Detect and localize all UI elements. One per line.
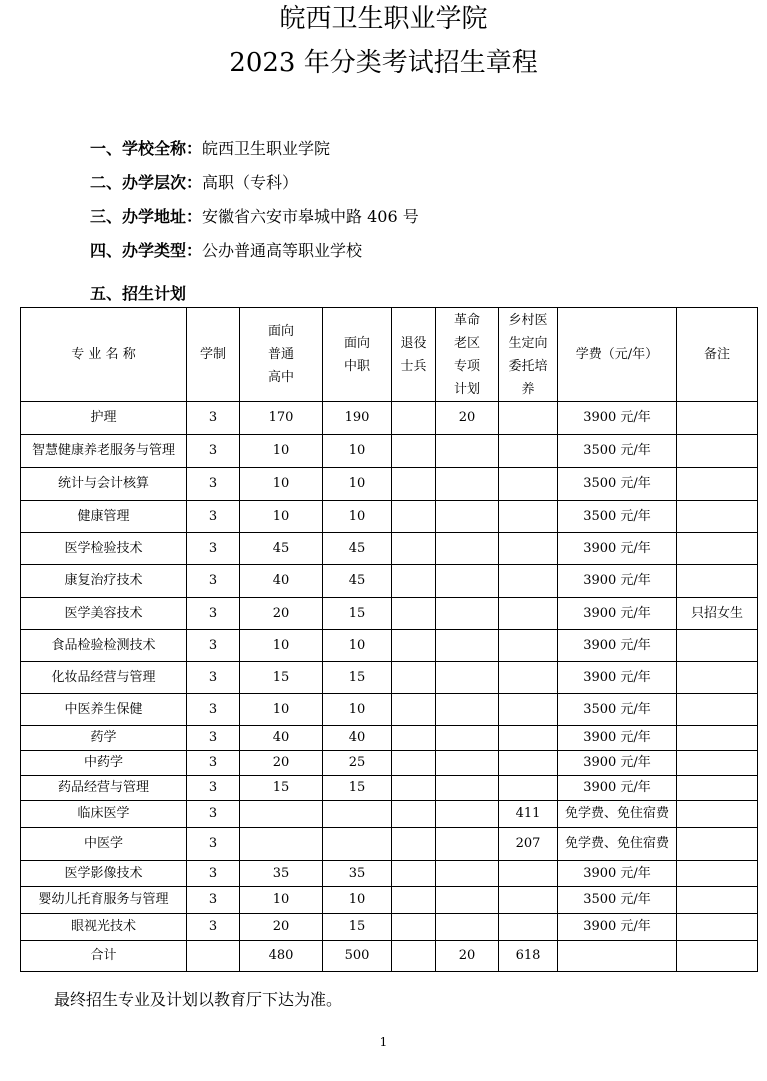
cell-revolution-area bbox=[436, 533, 499, 565]
info-school-name bbox=[90, 138, 330, 160]
cell-remark bbox=[677, 565, 758, 598]
cell-rural-doctor bbox=[499, 533, 558, 565]
cell-revolution-area: 20 bbox=[436, 941, 499, 972]
cell-fee: 免学费、免住宿费 bbox=[558, 828, 677, 861]
cell-fee: 3900 元/年 bbox=[558, 861, 677, 887]
doc-title-line1: 皖西卫生职业学院 bbox=[279, 4, 488, 34]
cell-fee bbox=[558, 941, 677, 972]
cell-general-hs: 10 bbox=[240, 887, 323, 914]
cell-fee: 3500 元/年 bbox=[558, 887, 677, 914]
cell-veteran bbox=[392, 887, 436, 914]
cell-remark bbox=[677, 630, 758, 662]
cell-fee: 3500 元/年 bbox=[558, 501, 677, 533]
cell-rural-doctor bbox=[499, 468, 558, 501]
cell-major: 智慧健康养老服务与管理 bbox=[21, 435, 187, 468]
cell-general-hs: 45 bbox=[240, 533, 323, 565]
table-row bbox=[21, 694, 758, 726]
cell-general-hs: 10 bbox=[240, 630, 323, 662]
cell-remark bbox=[677, 828, 758, 861]
cell-rural-doctor bbox=[499, 630, 558, 662]
cell-years: 3 bbox=[187, 662, 240, 694]
cell-major: 中药学 bbox=[21, 751, 187, 776]
cell-rural-doctor bbox=[499, 726, 558, 751]
cell-rural-doctor bbox=[499, 501, 558, 533]
cell-years: 3 bbox=[187, 435, 240, 468]
cell-rural-doctor bbox=[499, 914, 558, 941]
header-general-hs: 面向 普通 高中 bbox=[240, 308, 323, 402]
cell-remark bbox=[677, 861, 758, 887]
cell-vocational: 190 bbox=[323, 402, 392, 435]
cell-major: 中医学 bbox=[21, 828, 187, 861]
table-row bbox=[21, 435, 758, 468]
cell-remark bbox=[677, 751, 758, 776]
cell-revolution-area bbox=[436, 828, 499, 861]
cell-remark bbox=[677, 726, 758, 751]
cell-major: 医学影像技术 bbox=[21, 861, 187, 887]
cell-major: 食品检验检测技术 bbox=[21, 630, 187, 662]
cell-veteran bbox=[392, 828, 436, 861]
header-remark: 备注 bbox=[677, 308, 758, 402]
cell-veteran bbox=[392, 941, 436, 972]
page-number: 1 bbox=[379, 1035, 388, 1049]
cell-vocational: 10 bbox=[323, 435, 392, 468]
info-value: 皖西卫生职业学院 bbox=[202, 139, 331, 158]
cell-revolution-area bbox=[436, 565, 499, 598]
cell-general-hs: 15 bbox=[240, 662, 323, 694]
cell-rural-doctor bbox=[499, 402, 558, 435]
cell-rural-doctor bbox=[499, 751, 558, 776]
table-row bbox=[21, 801, 758, 828]
header-vocational: 面向 中职 bbox=[323, 308, 392, 402]
cell-major: 临床医学 bbox=[21, 801, 187, 828]
cell-years: 3 bbox=[187, 914, 240, 941]
cell-rural-doctor bbox=[499, 598, 558, 630]
cell-fee: 3900 元/年 bbox=[558, 751, 677, 776]
cell-vocational: 10 bbox=[323, 694, 392, 726]
cell-veteran bbox=[392, 501, 436, 533]
cell-years: 3 bbox=[187, 751, 240, 776]
cell-fee: 3900 元/年 bbox=[558, 726, 677, 751]
cell-general-hs: 20 bbox=[240, 751, 323, 776]
cell-remark bbox=[677, 501, 758, 533]
cell-vocational bbox=[323, 828, 392, 861]
cell-remark bbox=[677, 887, 758, 914]
info-address bbox=[90, 206, 419, 228]
cell-revolution-area bbox=[436, 776, 499, 801]
cell-revolution-area bbox=[436, 887, 499, 914]
cell-veteran bbox=[392, 861, 436, 887]
cell-revolution-area bbox=[436, 662, 499, 694]
cell-major: 婴幼儿托育服务与管理 bbox=[21, 887, 187, 914]
cell-years: 3 bbox=[187, 565, 240, 598]
cell-revolution-area bbox=[436, 914, 499, 941]
cell-rural-doctor bbox=[499, 861, 558, 887]
cell-veteran bbox=[392, 694, 436, 726]
cell-major: 眼视光技术 bbox=[21, 914, 187, 941]
cell-rural-doctor bbox=[499, 776, 558, 801]
cell-years bbox=[187, 941, 240, 972]
info-value: 高职（专科） bbox=[202, 173, 299, 192]
cell-general-hs: 10 bbox=[240, 694, 323, 726]
cell-major: 护理 bbox=[21, 402, 187, 435]
cell-years: 3 bbox=[187, 468, 240, 501]
cell-revolution-area bbox=[436, 726, 499, 751]
cell-general-hs: 40 bbox=[240, 726, 323, 751]
info-value: 安徽省六安市皋城中路 406 号 bbox=[202, 207, 419, 226]
table-row bbox=[21, 598, 758, 630]
cell-years: 3 bbox=[187, 501, 240, 533]
table-row bbox=[21, 533, 758, 565]
cell-years: 3 bbox=[187, 776, 240, 801]
cell-major: 药品经营与管理 bbox=[21, 776, 187, 801]
cell-fee: 3500 元/年 bbox=[558, 694, 677, 726]
cell-major: 医学美容技术 bbox=[21, 598, 187, 630]
cell-major: 化妆品经营与管理 bbox=[21, 662, 187, 694]
cell-veteran bbox=[392, 751, 436, 776]
cell-revolution-area bbox=[436, 468, 499, 501]
info-label: 三、办学地址： bbox=[90, 207, 203, 226]
cell-vocational: 45 bbox=[323, 533, 392, 565]
cell-rural-doctor: 411 bbox=[499, 801, 558, 828]
cell-vocational: 25 bbox=[323, 751, 392, 776]
cell-revolution-area bbox=[436, 501, 499, 533]
cell-revolution-area bbox=[436, 861, 499, 887]
cell-vocational: 10 bbox=[323, 887, 392, 914]
cell-years: 3 bbox=[187, 630, 240, 662]
header-years: 学制 bbox=[187, 308, 240, 402]
cell-veteran bbox=[392, 402, 436, 435]
info-value: 公办普通高等职业学校 bbox=[202, 241, 363, 260]
table-row bbox=[21, 941, 758, 972]
cell-rural-doctor bbox=[499, 435, 558, 468]
cell-rural-doctor: 207 bbox=[499, 828, 558, 861]
cell-remark bbox=[677, 468, 758, 501]
cell-revolution-area bbox=[436, 751, 499, 776]
cell-major: 医学检验技术 bbox=[21, 533, 187, 565]
cell-fee: 3900 元/年 bbox=[558, 662, 677, 694]
cell-years: 3 bbox=[187, 402, 240, 435]
cell-vocational: 15 bbox=[323, 914, 392, 941]
cell-revolution-area bbox=[436, 435, 499, 468]
cell-rural-doctor bbox=[499, 662, 558, 694]
section-enrollment-plan: 五、招生计划 bbox=[90, 284, 187, 303]
info-level bbox=[90, 172, 298, 194]
cell-fee: 3900 元/年 bbox=[558, 598, 677, 630]
cell-major: 统计与会计核算 bbox=[21, 468, 187, 501]
cell-years: 3 bbox=[187, 828, 240, 861]
cell-revolution-area bbox=[436, 598, 499, 630]
table-row bbox=[21, 861, 758, 887]
header-revolution-area: 革命 老区 专项 计划 bbox=[436, 308, 499, 402]
cell-vocational: 15 bbox=[323, 776, 392, 801]
cell-revolution-area bbox=[436, 694, 499, 726]
cell-remark bbox=[677, 801, 758, 828]
cell-remark bbox=[677, 914, 758, 941]
cell-veteran bbox=[392, 662, 436, 694]
cell-veteran bbox=[392, 914, 436, 941]
cell-fee: 免学费、免住宿费 bbox=[558, 801, 677, 828]
cell-vocational: 500 bbox=[323, 941, 392, 972]
cell-major: 合计 bbox=[21, 941, 187, 972]
table-header-row bbox=[21, 308, 758, 402]
cell-revolution-area bbox=[436, 630, 499, 662]
table-row bbox=[21, 751, 758, 776]
cell-major: 健康管理 bbox=[21, 501, 187, 533]
cell-fee: 3900 元/年 bbox=[558, 776, 677, 801]
cell-fee: 3900 元/年 bbox=[558, 533, 677, 565]
cell-remark bbox=[677, 662, 758, 694]
header-veteran: 退役 士兵 bbox=[392, 308, 436, 402]
cell-years: 3 bbox=[187, 887, 240, 914]
cell-rural-doctor bbox=[499, 694, 558, 726]
cell-major: 药学 bbox=[21, 726, 187, 751]
cell-fee: 3500 元/年 bbox=[558, 468, 677, 501]
cell-veteran bbox=[392, 726, 436, 751]
cell-revolution-area bbox=[436, 801, 499, 828]
cell-years: 3 bbox=[187, 726, 240, 751]
table-row bbox=[21, 776, 758, 801]
cell-general-hs: 15 bbox=[240, 776, 323, 801]
footnote: 最终招生专业及计划以教育厅下达为准。 bbox=[54, 990, 343, 1009]
cell-veteran bbox=[392, 801, 436, 828]
cell-vocational: 45 bbox=[323, 565, 392, 598]
cell-fee: 3900 元/年 bbox=[558, 565, 677, 598]
cell-rural-doctor bbox=[499, 887, 558, 914]
cell-remark bbox=[677, 694, 758, 726]
table-row bbox=[21, 565, 758, 598]
info-label: 四、办学类型： bbox=[90, 241, 203, 260]
cell-general-hs: 170 bbox=[240, 402, 323, 435]
cell-veteran bbox=[392, 598, 436, 630]
cell-veteran bbox=[392, 435, 436, 468]
cell-vocational: 15 bbox=[323, 598, 392, 630]
table-row bbox=[21, 662, 758, 694]
header-rural-doctor: 乡村医 生定向 委托培 养 bbox=[499, 308, 558, 402]
cell-major: 中医养生保健 bbox=[21, 694, 187, 726]
cell-fee: 3900 元/年 bbox=[558, 630, 677, 662]
info-type bbox=[90, 240, 362, 262]
cell-general-hs: 480 bbox=[240, 941, 323, 972]
cell-years: 3 bbox=[187, 598, 240, 630]
cell-years: 3 bbox=[187, 801, 240, 828]
cell-general-hs bbox=[240, 801, 323, 828]
header-fee: 学费（元/年） bbox=[558, 308, 677, 402]
cell-general-hs: 35 bbox=[240, 861, 323, 887]
cell-veteran bbox=[392, 776, 436, 801]
cell-rural-doctor: 618 bbox=[499, 941, 558, 972]
cell-remark bbox=[677, 941, 758, 972]
cell-remark bbox=[677, 533, 758, 565]
table-row bbox=[21, 402, 758, 435]
table-row bbox=[21, 726, 758, 751]
table-row bbox=[21, 468, 758, 501]
cell-general-hs: 10 bbox=[240, 501, 323, 533]
cell-vocational: 40 bbox=[323, 726, 392, 751]
cell-major: 康复治疗技术 bbox=[21, 565, 187, 598]
table-row bbox=[21, 887, 758, 914]
enrollment-table bbox=[20, 307, 758, 972]
cell-vocational: 15 bbox=[323, 662, 392, 694]
cell-revolution-area: 20 bbox=[436, 402, 499, 435]
cell-rural-doctor bbox=[499, 565, 558, 598]
table-row bbox=[21, 501, 758, 533]
info-label: 一、学校全称： bbox=[90, 139, 203, 158]
cell-vocational bbox=[323, 801, 392, 828]
cell-fee: 3900 元/年 bbox=[558, 402, 677, 435]
cell-general-hs: 10 bbox=[240, 435, 323, 468]
cell-remark bbox=[677, 435, 758, 468]
cell-fee: 3900 元/年 bbox=[558, 914, 677, 941]
info-label: 二、办学层次： bbox=[90, 173, 203, 192]
cell-remark: 只招女生 bbox=[677, 598, 758, 630]
table-row bbox=[21, 828, 758, 861]
table-body bbox=[21, 402, 758, 972]
cell-vocational: 10 bbox=[323, 501, 392, 533]
cell-veteran bbox=[392, 630, 436, 662]
cell-years: 3 bbox=[187, 694, 240, 726]
table-row bbox=[21, 630, 758, 662]
cell-vocational: 10 bbox=[323, 630, 392, 662]
cell-years: 3 bbox=[187, 533, 240, 565]
cell-remark bbox=[677, 776, 758, 801]
table-row bbox=[21, 914, 758, 941]
cell-veteran bbox=[392, 468, 436, 501]
header-major: 专 业 名 称 bbox=[21, 308, 187, 402]
cell-vocational: 10 bbox=[323, 468, 392, 501]
cell-general-hs: 10 bbox=[240, 468, 323, 501]
cell-general-hs: 20 bbox=[240, 914, 323, 941]
cell-years: 3 bbox=[187, 861, 240, 887]
cell-veteran bbox=[392, 533, 436, 565]
cell-general-hs: 40 bbox=[240, 565, 323, 598]
cell-veteran bbox=[392, 565, 436, 598]
cell-remark bbox=[677, 402, 758, 435]
cell-general-hs bbox=[240, 828, 323, 861]
cell-general-hs: 20 bbox=[240, 598, 323, 630]
cell-vocational: 35 bbox=[323, 861, 392, 887]
doc-title-line2: 2023 年分类考试招生章程 bbox=[229, 48, 538, 78]
cell-fee: 3500 元/年 bbox=[558, 435, 677, 468]
